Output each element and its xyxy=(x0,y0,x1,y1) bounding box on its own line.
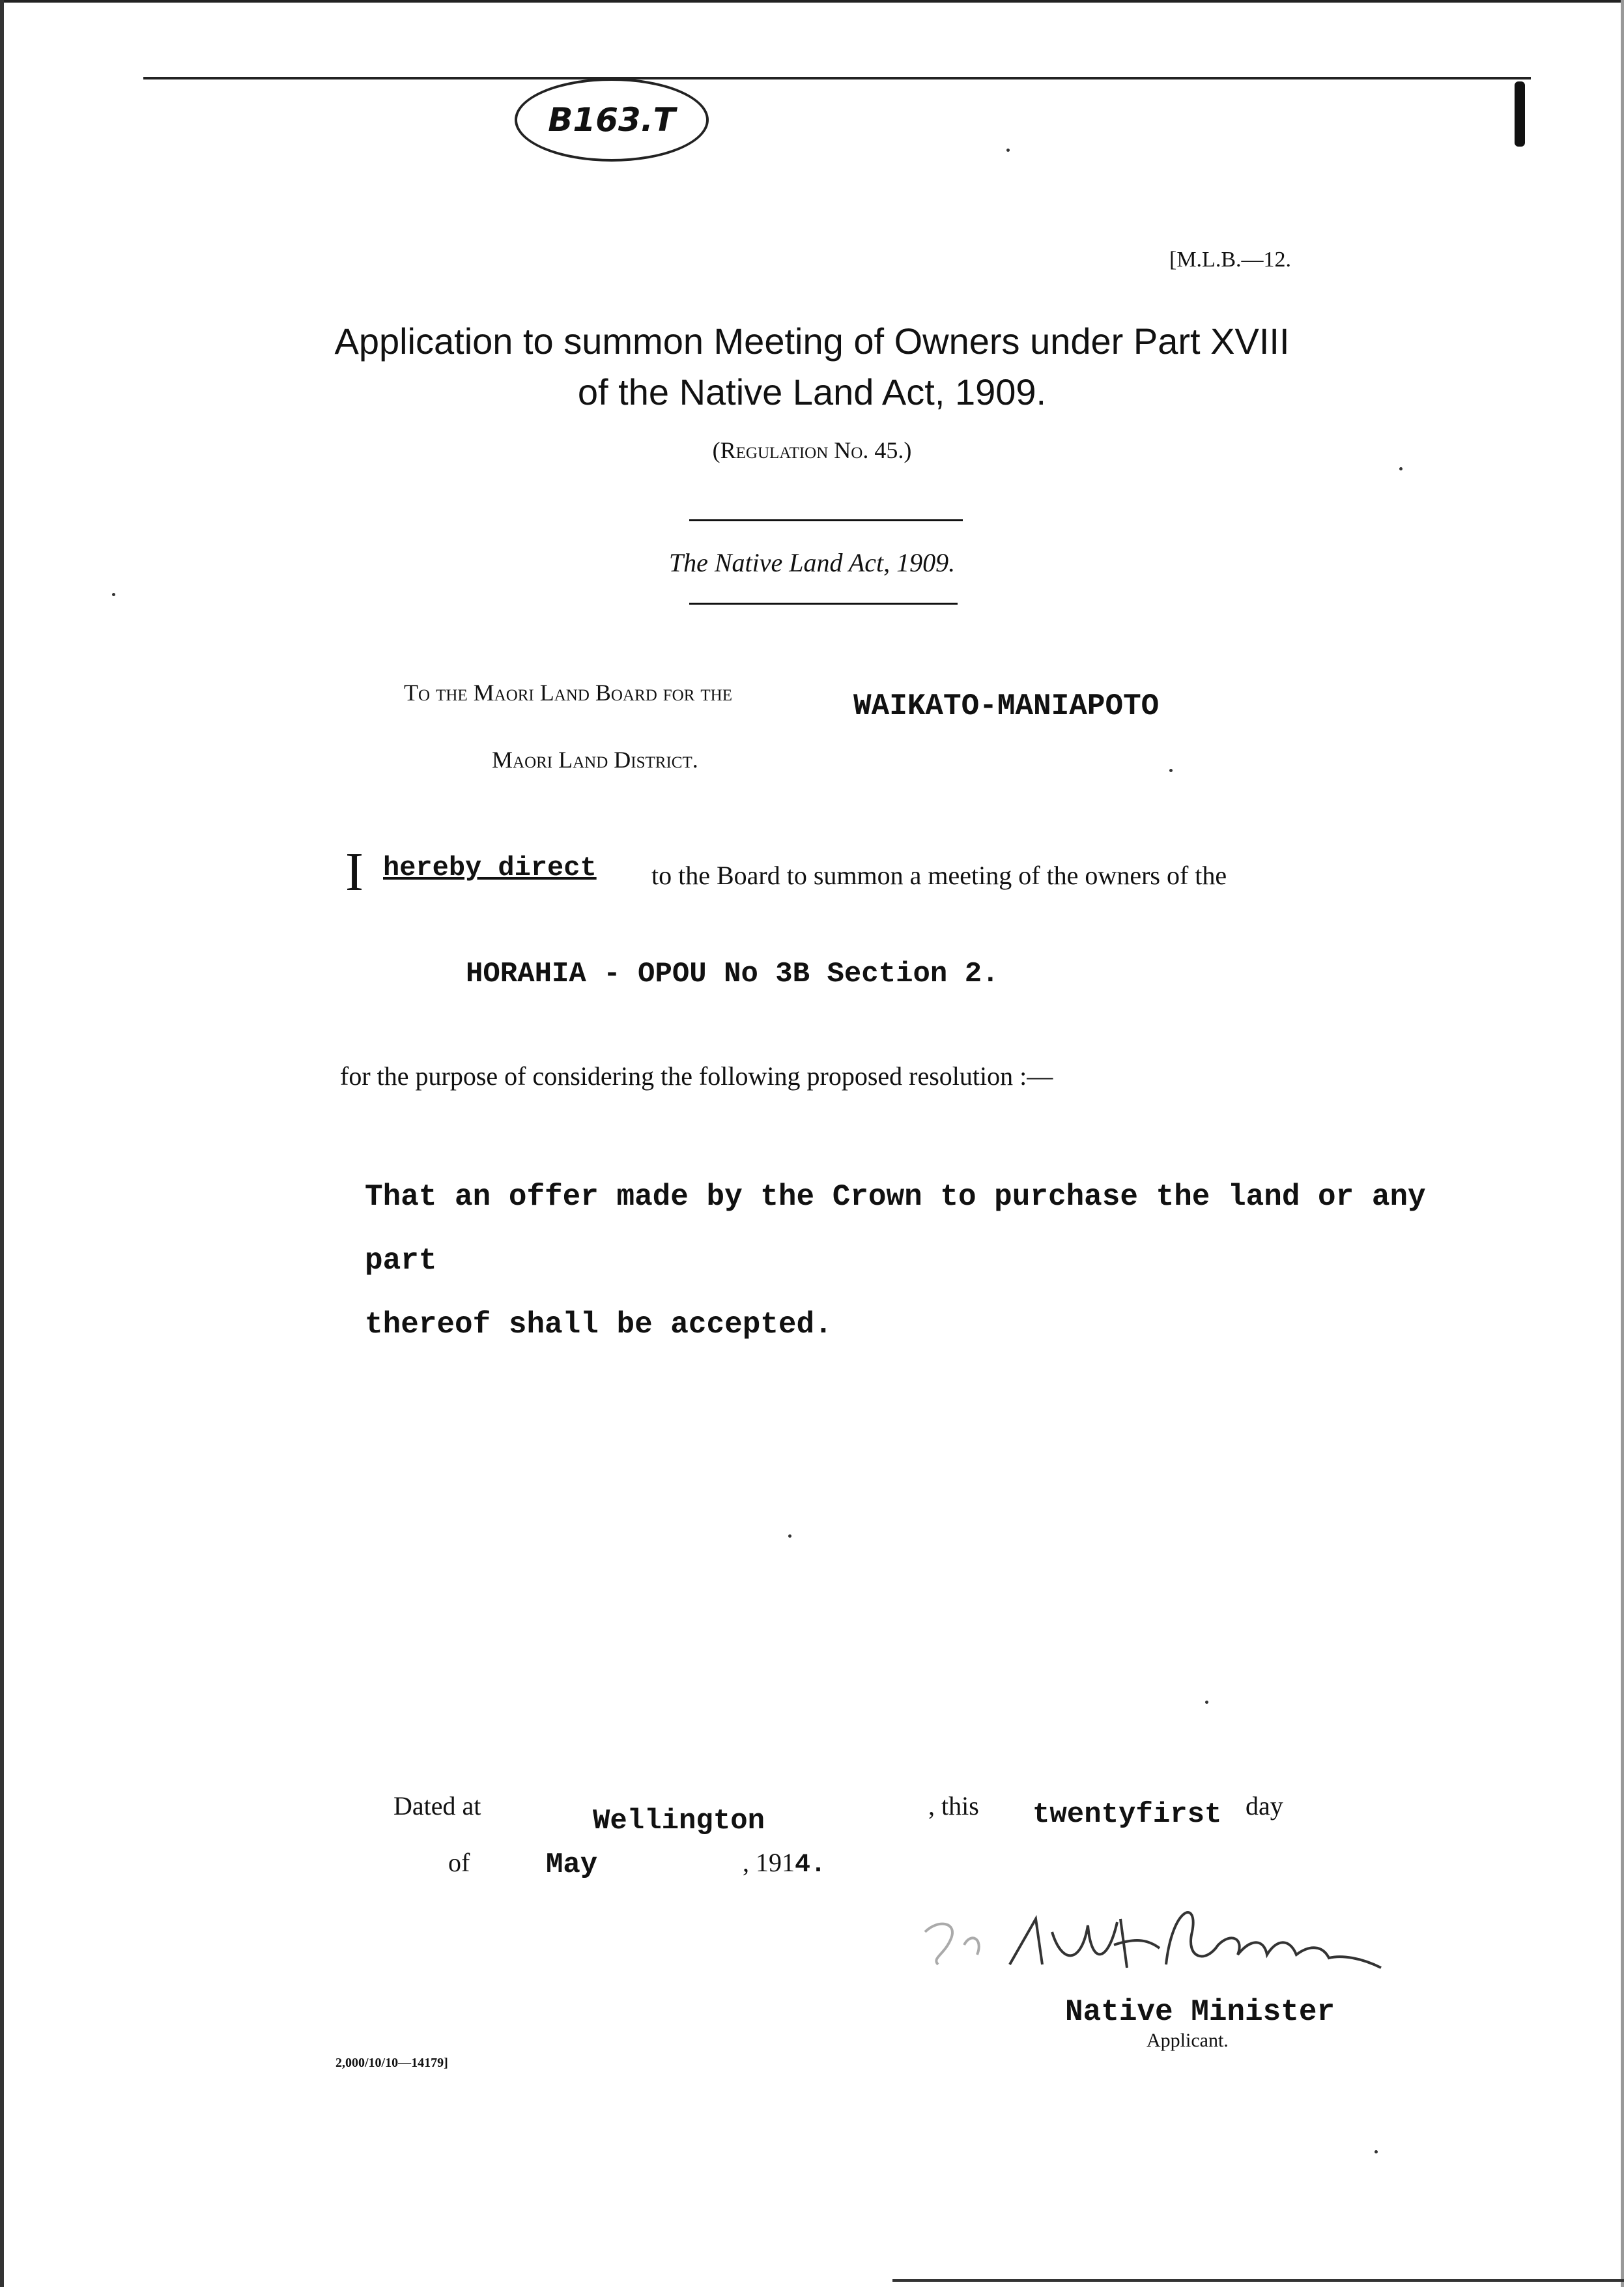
purpose-text: for the purpose of considering the following proposed resolution :— xyxy=(340,1061,1053,1091)
divider-rule xyxy=(689,519,963,521)
divider-rule xyxy=(689,603,958,605)
regulation-number: (Regulation No. 45.) xyxy=(712,437,912,463)
title-line-2: of the Native Land Act, 1909. xyxy=(577,371,1047,412)
month-field: May xyxy=(546,1848,598,1881)
print-code: 2,000/10/10—14179] xyxy=(335,2056,448,2070)
reference-number-oval xyxy=(515,78,709,162)
day-label: day xyxy=(1246,1791,1283,1820)
dated-label: Dated at xyxy=(393,1791,481,1820)
place-field: Wellington xyxy=(593,1805,765,1837)
directive-field: hereby direct xyxy=(383,852,597,884)
scan-speck xyxy=(1375,2150,1378,2153)
day-field: twentyfirst xyxy=(1033,1798,1222,1831)
signatory-title: Native Minister xyxy=(1065,1995,1335,2029)
scan-speck xyxy=(1006,149,1010,152)
handwritten-signature xyxy=(912,1893,1394,1991)
applicant-label: Applicant. xyxy=(1147,2030,1229,2051)
reference-number: B163.T xyxy=(548,101,676,139)
year-prefix: , 191 xyxy=(743,1848,795,1877)
of-label: of xyxy=(448,1848,470,1877)
form-code: [M.L.B.—12. xyxy=(1169,248,1291,272)
page-edge-top xyxy=(0,0,1624,3)
directive-text: to the Board to summon a meeting of the owners of the xyxy=(651,861,1227,890)
act-subtitle: The Native Land Act, 1909. xyxy=(668,548,956,577)
title-line-1: Application to summon Meeting of Owners under Part XVIII xyxy=(334,321,1290,362)
initial-letter: I xyxy=(345,842,363,902)
top-border-line xyxy=(143,77,1531,79)
scan-speck xyxy=(112,593,115,596)
scan-speck xyxy=(1399,467,1403,470)
document-title xyxy=(0,316,1624,418)
district-field: WAIKATO-MANIAPOTO xyxy=(853,689,1160,723)
scan-speck xyxy=(1205,1701,1208,1704)
resolution-line-1: That an offer made by the Crown to purchase the land or any part xyxy=(365,1180,1426,1278)
resolution-text xyxy=(365,1165,1433,1357)
this-label: , this xyxy=(928,1791,979,1820)
resolution-line-2: thereof shall be accepted. xyxy=(365,1308,833,1342)
scan-speck xyxy=(1169,769,1173,772)
page-edge-bottom xyxy=(892,2279,1624,2282)
corner-mark xyxy=(1515,81,1525,147)
year-field xyxy=(743,1847,826,1880)
land-block-field: HORAHIA - OPOU No 3B Section 2. xyxy=(466,958,999,990)
scan-speck xyxy=(788,1534,791,1538)
addressee-line: To the Maori Land Board for the xyxy=(404,680,732,706)
district-label: Maori Land District. xyxy=(492,747,698,773)
year-suffix: 4. xyxy=(795,1850,827,1880)
